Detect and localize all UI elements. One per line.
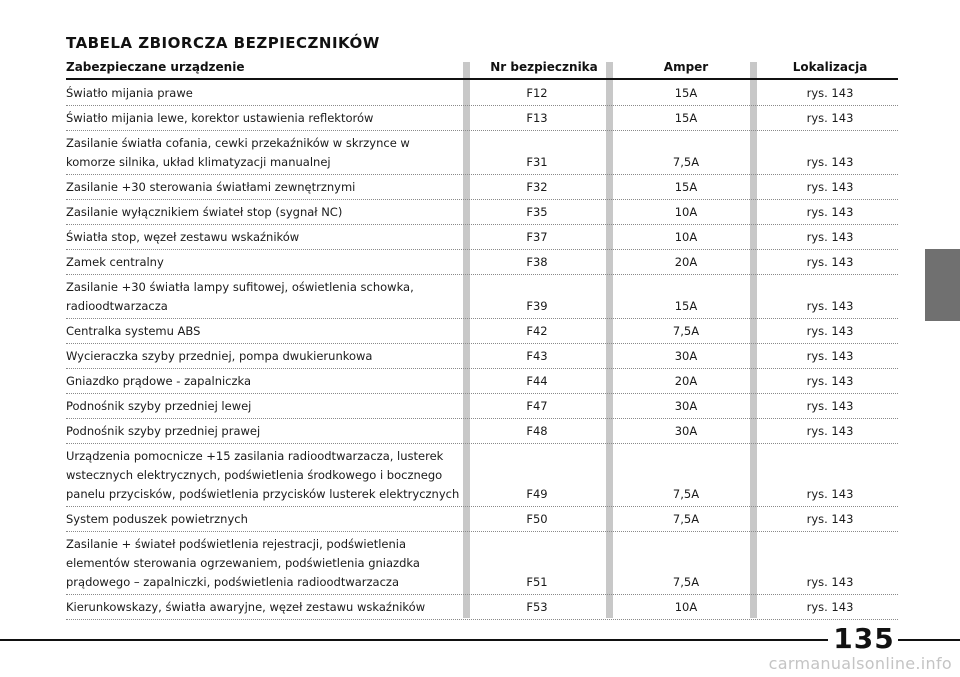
table-row <box>66 319 898 344</box>
table-row <box>66 275 898 319</box>
table-row <box>66 369 898 394</box>
fuse-cell: F44 <box>526 374 548 388</box>
amp-cell: 7,5A <box>672 324 700 338</box>
fuse-cell: F50 <box>526 512 548 526</box>
location-cell: rys. 143 <box>806 324 854 338</box>
fuse-cell: F31 <box>526 155 548 169</box>
device-cell: Zasilanie +30 sterowania światłami zewnętrznymi <box>66 180 356 194</box>
table-row <box>66 419 898 444</box>
table-row <box>66 131 898 175</box>
location-cell: rys. 143 <box>806 180 854 194</box>
location-cell: rys. 143 <box>806 424 854 438</box>
amp-cell: 10A <box>674 600 698 614</box>
location-cell: rys. 143 <box>806 575 854 589</box>
table-row <box>66 394 898 419</box>
device-cell: Urządzenia pomocnicze +15 zasilania radioodtwarzacza, lusterek wstecznych elektrycznych, podświetlenia środkowego i bocznego panelu przycisków, podświetlenia przycisków lusterek elektrycznych <box>66 449 460 501</box>
fuse-cell: F43 <box>526 349 548 363</box>
device-cell: Podnośnik szyby przedniej lewej <box>66 399 252 413</box>
device-cell: Zamek centralny <box>66 255 164 269</box>
fuse-cell: F47 <box>526 399 548 413</box>
amp-cell: 20A <box>674 255 698 269</box>
table-row <box>66 444 898 507</box>
device-cell: Światło mijania lewe, korektor ustawienia reflektorów <box>66 111 374 125</box>
fuse-table <box>66 81 898 620</box>
amp-cell: 10A <box>674 230 698 244</box>
amp-cell: 7,5A <box>672 487 700 501</box>
amp-cell: 7,5A <box>672 155 700 169</box>
header-rule <box>66 78 898 80</box>
fuse-cell: F49 <box>526 487 548 501</box>
location-cell: rys. 143 <box>806 230 854 244</box>
table-row <box>66 225 898 250</box>
header-fuse: Nr bezpiecznika <box>490 60 598 74</box>
device-cell: Wycieraczka szyby przedniej, pompa dwukierunkowa <box>66 349 373 363</box>
fuse-cell: F37 <box>526 230 548 244</box>
amp-cell: 7,5A <box>672 512 700 526</box>
table-row <box>66 175 898 200</box>
location-cell: rys. 143 <box>806 374 854 388</box>
page-number: 135 <box>833 622 895 655</box>
device-cell: Zasilanie światła cofania, cewki przekaźników w skrzynce w komorze silnika, układ klimatyzacji manualnej <box>66 136 410 169</box>
header-device: Zabezpieczane urządzenie <box>66 60 245 74</box>
fuse-cell: F32 <box>526 180 548 194</box>
location-cell: rys. 143 <box>806 205 854 219</box>
table-row <box>66 200 898 225</box>
table-row <box>66 595 898 620</box>
table-row <box>66 344 898 369</box>
header-amp: Amper <box>663 60 709 74</box>
location-cell: rys. 143 <box>806 255 854 269</box>
fuse-cell: F53 <box>526 600 548 614</box>
chapter-tab <box>925 249 960 321</box>
amp-cell: 15A <box>674 299 698 313</box>
table-row <box>66 507 898 532</box>
header-location: Lokalizacja <box>792 60 868 74</box>
amp-cell: 15A <box>674 111 698 125</box>
fuse-cell: F48 <box>526 424 548 438</box>
device-cell: Zasilanie +30 światła lampy sufitowej, oświetlenia schowka, radioodtwarzacza <box>66 280 414 313</box>
device-cell: Podnośnik szyby przedniej prawej <box>66 424 261 438</box>
fuse-cell: F42 <box>526 324 548 338</box>
location-cell: rys. 143 <box>806 299 854 313</box>
table-row <box>66 106 898 131</box>
footer-rule <box>0 639 828 641</box>
amp-cell: 7,5A <box>672 575 700 589</box>
fuse-cell: F13 <box>526 111 548 125</box>
table-row <box>66 532 898 595</box>
footer-rule <box>898 639 960 641</box>
amp-cell: 30A <box>674 349 698 363</box>
page-title: TABELA ZBIORCZA BEZPIECZNIKÓW <box>66 34 380 52</box>
location-cell: rys. 143 <box>806 111 854 125</box>
device-cell: Gniazdko prądowe - zapalniczka <box>66 374 252 388</box>
location-cell: rys. 143 <box>806 512 854 526</box>
amp-cell: 15A <box>674 86 698 100</box>
location-cell: rys. 143 <box>806 487 854 501</box>
fuse-cell: F38 <box>526 255 548 269</box>
table-header <box>66 60 898 77</box>
table-row <box>66 250 898 275</box>
fuse-cell: F12 <box>526 86 548 100</box>
device-cell: Kierunkowskazy, światła awaryjne, węzeł zestawu wskaźników <box>66 600 426 614</box>
device-cell: Zasilanie + świateł podświetlenia rejestracji, podświetlenia elementów sterowania ogrzewaniem, podświetlenia gniazdka prądowego – zapalniczki, podświetlenia radioodtwarzacza <box>66 537 420 589</box>
device-cell: System poduszek powietrznych <box>66 512 248 526</box>
device-cell: Światło mijania prawe <box>66 86 193 100</box>
amp-cell: 30A <box>674 399 698 413</box>
location-cell: rys. 143 <box>806 155 854 169</box>
location-cell: rys. 143 <box>806 349 854 363</box>
watermark: carmanualsonline.info <box>768 654 952 673</box>
location-cell: rys. 143 <box>806 600 854 614</box>
table-row <box>66 81 898 106</box>
amp-cell: 10A <box>674 205 698 219</box>
fuse-cell: F51 <box>526 575 548 589</box>
amp-cell: 20A <box>674 374 698 388</box>
device-cell: Centralka systemu ABS <box>66 324 201 338</box>
location-cell: rys. 143 <box>806 399 854 413</box>
location-cell: rys. 143 <box>806 86 854 100</box>
amp-cell: 15A <box>674 180 698 194</box>
device-cell: Zasilanie wyłącznikiem świateł stop (sygnał NC) <box>66 205 343 219</box>
amp-cell: 30A <box>674 424 698 438</box>
device-cell: Światła stop, węzeł zestawu wskaźników <box>66 230 300 244</box>
fuse-cell: F39 <box>526 299 548 313</box>
fuse-cell: F35 <box>526 205 548 219</box>
